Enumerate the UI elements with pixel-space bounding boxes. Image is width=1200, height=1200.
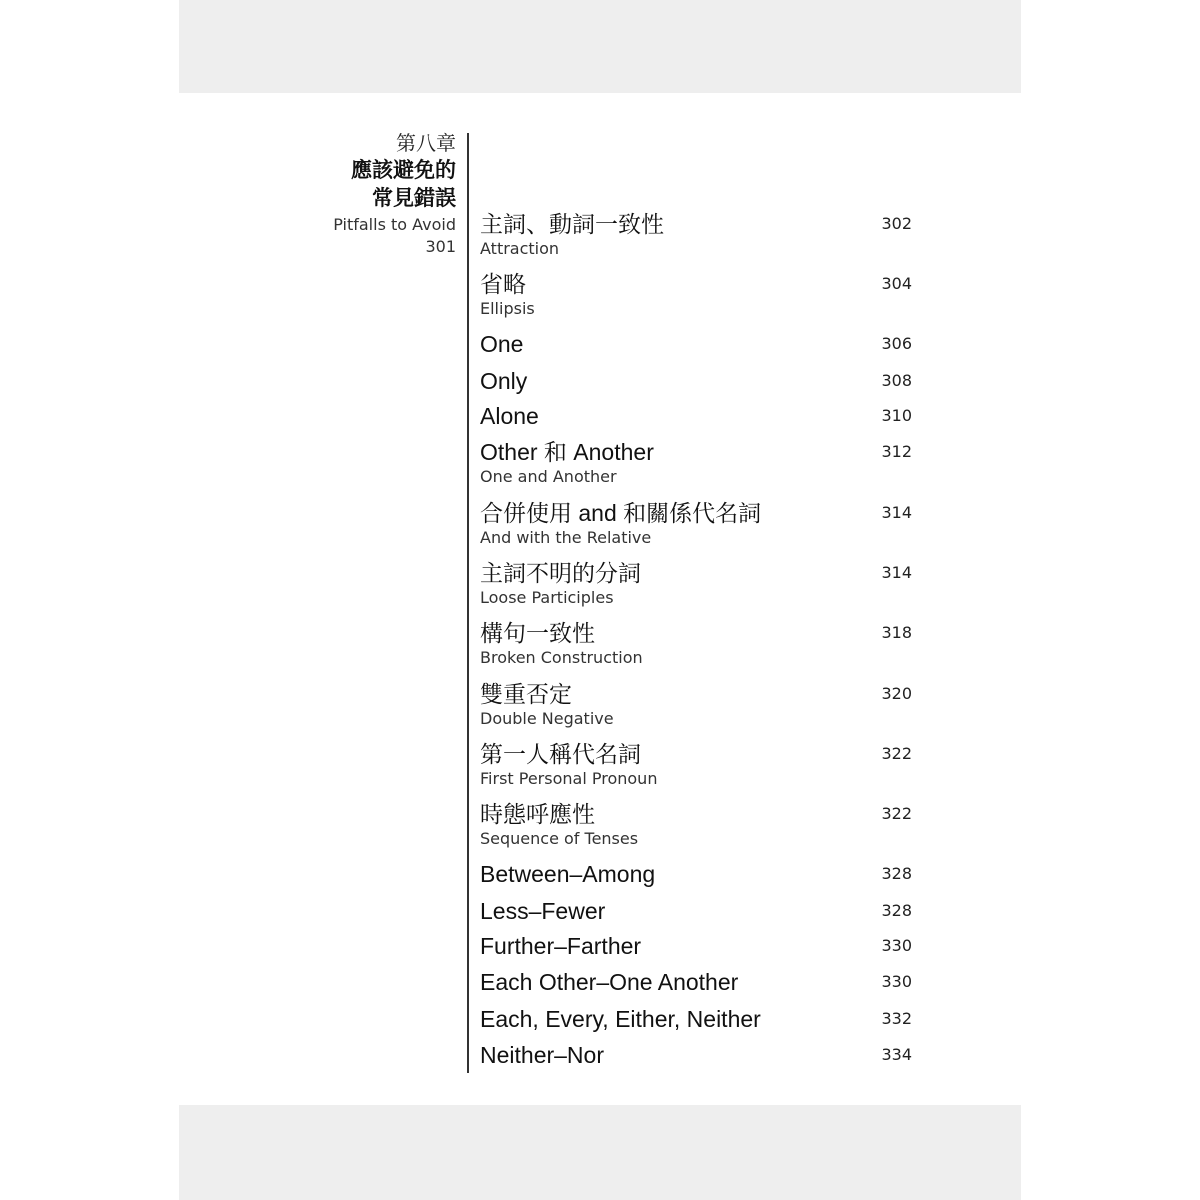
toc-entry-title: Neither–Nor: [480, 1042, 604, 1068]
chapter-english-title: Pitfalls to Avoid: [333, 215, 456, 234]
toc-entry-page-number: 306: [881, 334, 912, 353]
toc-entry-page-number: 320: [881, 684, 912, 703]
toc-entry: [480, 932, 912, 960]
toc-entry-title: 第一人稱代名詞: [480, 741, 641, 767]
chapter-title-line-2: 常見錯誤: [372, 186, 456, 210]
toc-entry: [480, 1041, 912, 1069]
toc-entry-subtitle: Ellipsis: [480, 299, 535, 318]
toc-entry-page-number: 302: [881, 214, 912, 233]
chapter-heading: [333, 130, 456, 258]
toc-entry-subtitle: Double Negative: [480, 709, 614, 728]
toc-entry-title: Between–Among: [480, 861, 656, 887]
toc-entry-subtitle: Broken Construction: [480, 648, 643, 667]
toc-entry-page-number: 314: [881, 563, 912, 582]
toc-entry-page-number: 330: [881, 936, 912, 955]
toc-entry: [480, 402, 912, 430]
toc-entry: [480, 740, 912, 790]
toc-entry: [480, 897, 912, 925]
toc-entry-page-number: 330: [881, 972, 912, 991]
chapter-page-number: 301: [425, 237, 456, 256]
toc-entry: [480, 619, 912, 669]
toc-entry-title: Alone: [480, 403, 539, 429]
toc-entry-title: Further–Farther: [480, 933, 642, 959]
toc-entry-subtitle: Attraction: [480, 239, 560, 258]
toc-entry-page-number: 322: [881, 744, 912, 763]
table-of-contents: [480, 0, 920, 1100]
toc-entry: [480, 800, 912, 850]
toc-entry: [480, 559, 912, 609]
toc-entry-title: 省略: [480, 271, 526, 297]
toc-entry: [480, 330, 912, 358]
toc-entry-page-number: 308: [881, 371, 912, 390]
toc-entry-title: Other 和 Another: [480, 439, 654, 465]
chapter-title-line-1: 應該避免的: [351, 158, 456, 182]
toc-entry: [480, 860, 912, 888]
toc-entry-title: One: [480, 331, 524, 357]
toc-entry-page-number: 304: [881, 274, 912, 293]
toc-entry: [480, 367, 912, 395]
toc-entry-page-number: 318: [881, 623, 912, 642]
toc-entry-subtitle: Sequence of Tenses: [480, 829, 639, 848]
toc-entry-title: 時態呼應性: [480, 801, 595, 827]
toc-entry: [480, 270, 912, 320]
toc-entry-title: 合併使用 and 和關係代名詞: [480, 500, 762, 526]
toc-entry: [480, 680, 912, 730]
toc-entry-page-number: 334: [881, 1045, 912, 1064]
toc-entry-title: Only: [480, 368, 528, 394]
toc-entry-page-number: 328: [881, 864, 912, 883]
toc-entry-page-number: 328: [881, 901, 912, 920]
vertical-divider: [467, 133, 469, 1073]
toc-entry: [480, 438, 912, 488]
toc-entry-title: 雙重否定: [480, 681, 572, 707]
toc-entry-subtitle: One and Another: [480, 467, 617, 486]
toc-entry-title: 構句一致性: [480, 620, 595, 646]
toc-entry-page-number: 322: [881, 804, 912, 823]
toc-entry-title: Each Other–One Another: [480, 969, 739, 995]
toc-entry-page-number: 314: [881, 503, 912, 522]
toc-entry-title: Less–Fewer: [480, 898, 606, 924]
toc-entry: [480, 1005, 912, 1033]
toc-entry-page-number: 312: [881, 442, 912, 461]
toc-entry-subtitle: And with the Relative: [480, 528, 652, 547]
bottom-gray-band: [179, 1105, 1021, 1200]
toc-entry: [480, 968, 912, 996]
toc-entry-page-number: 310: [881, 406, 912, 425]
toc-entry-title: Each, Every, Either, Neither: [480, 1006, 761, 1032]
toc-entry-page-number: 332: [881, 1009, 912, 1028]
chapter-number: 第八章: [396, 131, 456, 155]
toc-entry: [480, 499, 912, 549]
toc-entry-subtitle: First Personal Pronoun: [480, 769, 658, 788]
toc-entry-title: 主詞不明的分詞: [480, 560, 641, 586]
toc-entry: [480, 210, 912, 260]
toc-entry-subtitle: Loose Participles: [480, 588, 614, 607]
toc-entry-title: 主詞、動詞一致性: [480, 211, 664, 237]
